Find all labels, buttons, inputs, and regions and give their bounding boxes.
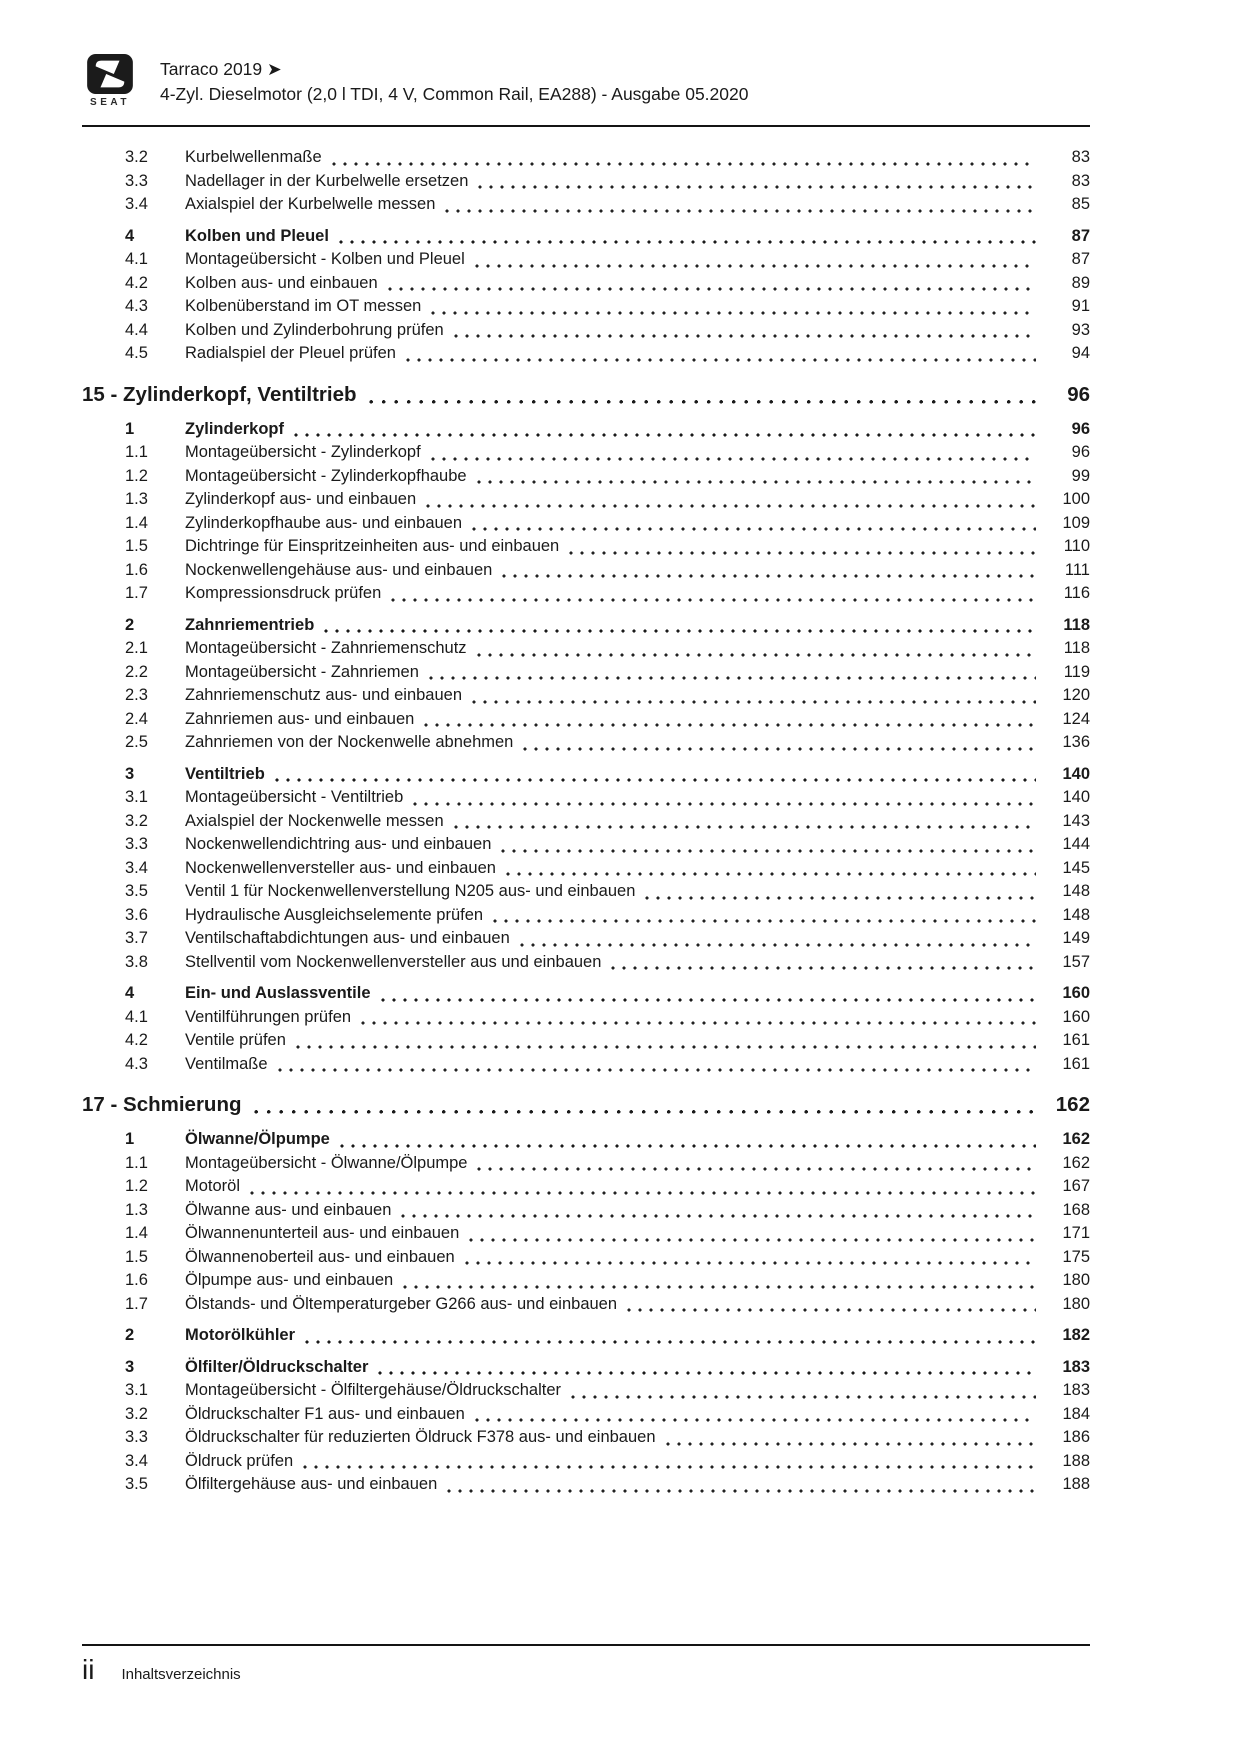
toc-entry-number: 1: [125, 419, 135, 438]
toc-entry-page: 162: [1044, 1152, 1090, 1753]
dot-leader: [435, 193, 1044, 217]
toc-entry-title: Montageübersicht - Zahnriemen: [185, 662, 419, 681]
toc-entry-row: [82, 1379, 1090, 1403]
toc-entry-number: 3.2: [125, 811, 148, 830]
toc-entry-row: [82, 512, 1090, 536]
toc-entry-title: Motoröl: [185, 1177, 241, 1195]
toc-chapter-row: [82, 380, 1090, 410]
toc-entry-title: Ventilschaftabdichtungen aus- und einbauen: [185, 929, 510, 947]
toc-entry-number: 2.3: [125, 686, 148, 704]
toc-entry-row: [82, 559, 1090, 583]
toc-entry-row: [82, 170, 1090, 194]
toc-entry-page: 161: [1044, 1029, 1090, 1753]
toc-entry-row: [82, 786, 1090, 810]
dot-leader: [656, 1426, 1045, 1450]
toc-entry-number: 1.2: [125, 1177, 148, 1195]
toc-entry-title: Hydraulische Ausgleichselemente prüfen: [185, 905, 484, 924]
dot-leader: [444, 319, 1044, 343]
toc-entry-row: [82, 982, 1090, 1006]
toc-entry-page: 162: [1044, 1128, 1090, 1753]
dot-leader: [371, 982, 1044, 1006]
toc-entry-number: 1.5: [125, 537, 148, 555]
toc-entry-row: [82, 857, 1090, 881]
dot-leader: [510, 927, 1044, 951]
toc-entry-number: 4.4: [125, 320, 148, 339]
toc-entry-title: Radialspiel der Pleuel prüfen: [185, 344, 396, 362]
toc-entry-page: 168: [1044, 1199, 1090, 1753]
header-subtitle: 4-Zyl. Dieselmotor (2,0 l TDI, 4 V, Common Rail, EA288) - Ausgabe 05.2020: [160, 84, 749, 104]
toc-entry-number: 3: [125, 1357, 135, 1376]
toc-entry-row: [82, 193, 1090, 217]
toc-entry-number: 1.4: [125, 1224, 148, 1242]
toc-entry-number: 4.1: [125, 250, 148, 268]
dot-leader: [393, 1269, 1044, 1293]
toc-entry-number: 4.2: [125, 1031, 148, 1049]
toc-entry-row: [82, 1293, 1090, 1317]
toc-entry-number: 3.2: [125, 1404, 148, 1423]
toc-entry-row: [82, 763, 1090, 787]
toc-entry-number: 3.8: [125, 952, 148, 971]
toc-entry-number: 2.1: [125, 639, 148, 657]
toc-entry-row: [82, 272, 1090, 296]
toc-entry-page: 118: [1044, 637, 1090, 1753]
toc-entry-title: Öldruck prüfen: [185, 1451, 294, 1470]
dot-leader: [617, 1293, 1044, 1317]
toc-entry-page: 144: [1044, 833, 1090, 1753]
toc-entry-row: [82, 488, 1090, 512]
toc-entry-page: 109: [1044, 512, 1090, 1753]
toc-entry-page: 96: [1044, 441, 1090, 1753]
toc-entry-number: 1.1: [125, 443, 148, 461]
toc-entry-row: [82, 146, 1090, 170]
toc-entry-row: [82, 1403, 1090, 1427]
toc-entry-row: [82, 1324, 1090, 1348]
toc-entry-number: 1.6: [125, 1271, 148, 1289]
toc-entry-number: 3.7: [125, 929, 148, 947]
toc-entry-page: 148: [1044, 880, 1090, 1753]
dot-leader: [403, 786, 1044, 810]
toc-entry-number: 2.2: [125, 662, 148, 681]
toc-entry-page: 136: [1044, 731, 1090, 1753]
dot-leader: [240, 1175, 1044, 1199]
toc-entry-number: 3.3: [125, 1428, 148, 1446]
toc-entry-title: Kolben und Zylinderbohrung prüfen: [185, 320, 444, 339]
toc-entry-page: 188: [1044, 1473, 1090, 1753]
toc-entry-number: 4.3: [125, 297, 148, 315]
toc-entry-title: Ölfiltergehäuse aus- und einbauen: [185, 1475, 438, 1493]
toc-entry-page: 162: [1044, 1090, 1090, 1753]
toc-entry-title: Ventilmaße: [185, 1054, 268, 1073]
dot-leader: [467, 1152, 1044, 1176]
toc-entry-page: 145: [1044, 857, 1090, 1753]
dot-leader: [467, 465, 1044, 489]
toc-entry-page: 110: [1044, 535, 1090, 1753]
page-header: [82, 54, 1090, 108]
toc-entry-number: 1.3: [125, 490, 148, 508]
toc-entry-title: Montageübersicht - Ölwanne/Ölpumpe: [185, 1153, 468, 1172]
dot-leader: [381, 582, 1044, 606]
toc-entry-title: Zylinderkopf aus- und einbauen: [185, 490, 417, 508]
toc-entry-number: 3.2: [125, 148, 148, 166]
toc-entry-title: Montageübersicht - Zylinderkopf: [185, 443, 421, 461]
toc-entry-title: Ölwanne aus- und einbauen: [185, 1200, 392, 1219]
toc-entry-number: 2: [125, 1326, 135, 1344]
toc-entry-page: 180: [1044, 1269, 1090, 1753]
header-text: [160, 54, 748, 108]
toc-entry-title: Ölstands- und Öltemperaturgeber G266 aus- und einbauen: [185, 1294, 618, 1313]
toc-entry-page: 140: [1044, 763, 1090, 1753]
toc-entry-page: 167: [1044, 1175, 1090, 1753]
toc-entry-title: Dichtringe für Einspritzeinheiten aus- und einbauen: [185, 537, 560, 555]
seat-wordmark: SEAT: [90, 97, 130, 108]
dot-leader: [437, 1473, 1044, 1497]
toc-entry-number: 1.6: [125, 560, 148, 579]
toc-entry-title: Axialspiel der Nockenwelle messen: [185, 811, 444, 830]
toc-entry-title: Kolbenüberstand im OT messen: [185, 297, 422, 315]
dot-leader: [351, 1006, 1044, 1030]
dot-leader: [559, 535, 1044, 559]
toc-entry-page: 93: [1044, 319, 1090, 1753]
toc-entry-title: Nadellager in der Kurbelwelle ersetzen: [185, 171, 469, 190]
toc-entry-row: [82, 810, 1090, 834]
dot-leader: [416, 488, 1044, 512]
dot-leader: [265, 763, 1044, 787]
dot-leader: [459, 1222, 1044, 1246]
toc-entry-page: 116: [1044, 582, 1090, 1753]
toc-entry-row: [82, 1152, 1090, 1176]
toc-entry-number: 4.3: [125, 1054, 148, 1073]
dot-leader: [483, 904, 1044, 928]
toc-entry-number: 1.4: [125, 513, 148, 532]
toc-entry-title: 15 - Zylinderkopf, Ventiltrieb: [82, 382, 357, 406]
toc-entry-title: Nockenwellenversteller aus- und einbauen: [185, 858, 496, 877]
toc-chapter-row: [82, 1090, 1090, 1120]
dot-leader: [513, 731, 1044, 755]
toc-entry-page: 118: [1044, 614, 1090, 1753]
toc-entry-page: 85: [1044, 193, 1090, 1753]
toc-entry-row: [82, 684, 1090, 708]
toc-entry-row: [82, 1473, 1090, 1497]
toc-entry-row: [82, 1029, 1090, 1053]
toc-entry-row: [82, 927, 1090, 951]
table-of-contents: [82, 146, 1090, 1497]
toc-entry-page: 100: [1044, 488, 1090, 1753]
toc-entry-title: Ölwanne/Ölpumpe: [185, 1130, 330, 1148]
dot-leader: [468, 170, 1044, 194]
toc-entry-row: [82, 1128, 1090, 1152]
toc-entry-number: 3.3: [125, 171, 148, 190]
toc-entry-page: 160: [1044, 982, 1090, 1753]
footer-section-label: Inhaltsverzeichnis: [121, 1666, 241, 1683]
toc-entry-row: [82, 465, 1090, 489]
toc-entry-number: 3.4: [125, 1451, 148, 1470]
dot-leader: [378, 272, 1044, 296]
toc-entry-page: 94: [1044, 342, 1090, 1753]
toc-entry-number: 3.4: [125, 195, 148, 213]
toc-entry-number: 3.4: [125, 858, 148, 877]
page-number-roman: ii: [82, 1654, 95, 1685]
toc-entry-row: [82, 295, 1090, 319]
toc-entry-title: Öldruckschalter für reduzierten Öldruck F378 aus- und einbauen: [185, 1428, 656, 1446]
toc-entry-title: Öldruckschalter F1 aus- und einbauen: [185, 1404, 465, 1423]
toc-entry-title: Motorölkühler: [185, 1326, 295, 1344]
toc-entry-page: 184: [1044, 1403, 1090, 1753]
dot-leader: [635, 880, 1044, 904]
toc-entry-number: 4: [125, 226, 135, 245]
toc-entry-page: 91: [1044, 295, 1090, 1753]
toc-entry-number: 2: [125, 615, 135, 634]
toc-entry-row: [82, 1199, 1090, 1223]
seat-logo-icon: [87, 54, 133, 94]
dot-leader: [444, 810, 1044, 834]
toc-entry-title: Montageübersicht - Zylinderkopfhaube: [185, 466, 467, 485]
toc-entry-page: 149: [1044, 927, 1090, 1753]
toc-entry-page: 83: [1044, 146, 1090, 1753]
dot-leader: [357, 380, 1044, 410]
toc-entry-title: Montageübersicht - Ölfiltergehäuse/Öldruckschalter: [185, 1381, 562, 1399]
toc-entry-page: 186: [1044, 1426, 1090, 1753]
toc-entry-row: [82, 833, 1090, 857]
dot-leader: [421, 295, 1044, 319]
toc-entry-page: 96: [1044, 380, 1090, 1753]
toc-entry-page: 157: [1044, 951, 1090, 1753]
dot-leader: [465, 1403, 1044, 1427]
toc-entry-title: Zahnriemen aus- und einbauen: [185, 709, 415, 728]
toc-entry-page: 96: [1044, 418, 1090, 1753]
dot-leader: [561, 1379, 1044, 1403]
toc-entry-row: [82, 441, 1090, 465]
toc-entry-row: [82, 1450, 1090, 1474]
toc-entry-row: [82, 614, 1090, 638]
toc-entry-number: 2.5: [125, 733, 148, 751]
toc-entry-title: Kompressionsdruck prüfen: [185, 584, 382, 602]
dot-leader: [314, 614, 1044, 638]
seat-logo: [82, 54, 138, 108]
dot-leader: [391, 1199, 1044, 1223]
toc-entry-number: 3: [125, 764, 135, 783]
toc-entry-number: 1.7: [125, 1294, 148, 1313]
toc-entry-title: Ventil 1 für Nockenwellenverstellung N205 aus- und einbauen: [185, 882, 636, 900]
toc-entry-title: Ölfilter/Öldruckschalter: [185, 1357, 369, 1376]
dot-leader: [322, 146, 1044, 170]
toc-entry-row: [82, 1356, 1090, 1380]
toc-entry-title: Montageübersicht - Ventiltrieb: [185, 788, 404, 806]
toc-entry-row: [82, 880, 1090, 904]
toc-entry-row: [82, 225, 1090, 249]
dot-leader: [601, 951, 1044, 975]
dot-leader: [396, 342, 1044, 366]
toc-entry-title: Ölwannenoberteil aus- und einbauen: [185, 1247, 455, 1266]
toc-entry-page: 183: [1044, 1356, 1090, 1753]
toc-entry-page: 140: [1044, 786, 1090, 1753]
toc-entry-number: 3.5: [125, 882, 148, 900]
dot-leader: [462, 684, 1044, 708]
toc-entry-title: Zylinderkopf: [185, 419, 285, 438]
toc-entry-row: [82, 661, 1090, 685]
toc-entry-number: 3.6: [125, 905, 148, 924]
toc-entry-page: 175: [1044, 1246, 1090, 1753]
toc-entry-title: Stellventil vom Nockenwellenversteller aus und einbauen: [185, 952, 602, 971]
header-model-line: Tarraco 2019 ➤: [160, 59, 282, 79]
toc-entry-page: 180: [1044, 1293, 1090, 1753]
toc-entry-page: 83: [1044, 170, 1090, 1753]
toc-entry-page: 120: [1044, 684, 1090, 1753]
toc-entry-row: [82, 637, 1090, 661]
toc-entry-row: [82, 319, 1090, 343]
toc-entry-row: [82, 535, 1090, 559]
toc-entry-row: [82, 1053, 1090, 1077]
dot-leader: [242, 1090, 1045, 1120]
dot-leader: [329, 225, 1044, 249]
header-divider: [82, 125, 1090, 127]
dot-leader: [467, 637, 1044, 661]
toc-entry-title: Zahnriemen von der Nockenwelle abnehmen: [185, 733, 514, 751]
toc-entry-number: 3.1: [125, 788, 148, 806]
dot-leader: [421, 441, 1044, 465]
toc-entry-title: Montageübersicht - Zahnriemenschutz: [185, 639, 467, 657]
toc-entry-number: 1.3: [125, 1200, 148, 1219]
toc-entry-title: Zahnriementrieb: [185, 615, 315, 634]
dot-leader: [419, 661, 1044, 685]
toc-entry-number: 4.2: [125, 273, 148, 292]
dot-leader: [491, 833, 1044, 857]
dot-leader: [286, 1029, 1044, 1053]
toc-entry-number: 4.5: [125, 344, 148, 362]
toc-entry-number: 2.4: [125, 709, 148, 728]
toc-entry-row: [82, 1006, 1090, 1030]
toc-entry-title: Ventiltrieb: [185, 764, 265, 783]
toc-entry-number: 1.2: [125, 466, 148, 485]
toc-entry-row: [82, 904, 1090, 928]
toc-entry-page: 87: [1044, 225, 1090, 1753]
toc-entry-page: 182: [1044, 1324, 1090, 1753]
toc-entry-number: 3.3: [125, 835, 148, 853]
toc-entry-page: 119: [1044, 661, 1090, 1753]
toc-entry-row: [82, 951, 1090, 975]
toc-entry-title: Kolben und Pleuel: [185, 226, 329, 245]
toc-entry-page: 188: [1044, 1450, 1090, 1753]
toc-entry-number: 1.7: [125, 584, 148, 602]
dot-leader: [465, 248, 1044, 272]
toc-entry-number: 1.5: [125, 1247, 148, 1266]
dot-leader: [414, 708, 1044, 732]
toc-entry-row: [82, 1269, 1090, 1293]
toc-entry-title: Ölpumpe aus- und einbauen: [185, 1271, 394, 1289]
toc-entry-row: [82, 1246, 1090, 1270]
dot-leader: [268, 1053, 1044, 1077]
dot-leader: [330, 1128, 1044, 1152]
toc-entry-number: 4.1: [125, 1007, 148, 1026]
dot-leader: [284, 418, 1044, 442]
toc-entry-number: 1: [125, 1130, 135, 1148]
toc-entry-title: Kolben aus- und einbauen: [185, 273, 378, 292]
toc-entry-title: Zahnriemenschutz aus- und einbauen: [185, 686, 463, 704]
toc-entry-page: 111: [1044, 559, 1090, 1753]
toc-entry-page: 160: [1044, 1006, 1090, 1753]
toc-entry-page: 87: [1044, 248, 1090, 1753]
dot-leader: [492, 559, 1044, 583]
toc-entry-row: [82, 1426, 1090, 1450]
toc-entry-page: 148: [1044, 904, 1090, 1753]
toc-entry-page: 124: [1044, 708, 1090, 1753]
toc-entry-row: [82, 1222, 1090, 1246]
toc-entry-row: [82, 248, 1090, 272]
toc-entry-title: 17 - Schmierung: [82, 1093, 242, 1116]
toc-entry-number: 1.1: [125, 1153, 148, 1172]
dot-leader: [295, 1324, 1044, 1348]
toc-entry-title: Ein- und Auslassventile: [185, 984, 371, 1002]
toc-entry-number: 3.1: [125, 1381, 148, 1399]
toc-entry-title: Montageübersicht - Kolben und Pleuel: [185, 250, 465, 268]
toc-entry-page: 161: [1044, 1053, 1090, 1753]
toc-entry-title: Ventilführungen prüfen: [185, 1007, 352, 1026]
footer-divider: [82, 1644, 1090, 1646]
toc-entry-row: [82, 708, 1090, 732]
toc-entry-page: 99: [1044, 465, 1090, 1753]
toc-entry-number: 3.5: [125, 1475, 148, 1493]
toc-entry-title: Ölwannenunterteil aus- und einbauen: [185, 1224, 460, 1242]
toc-entry-page: 89: [1044, 272, 1090, 1753]
toc-entry-title: Nockenwellengehäuse aus- und einbauen: [185, 560, 493, 579]
toc-entry-number: 4: [125, 984, 135, 1002]
toc-entry-row: [82, 731, 1090, 755]
toc-entry-row: [82, 342, 1090, 366]
toc-entry-page: 183: [1044, 1379, 1090, 1753]
toc-entry-title: Kurbelwellenmaße: [185, 148, 322, 166]
toc-entry-title: Axialspiel der Kurbelwelle messen: [185, 195, 436, 213]
toc-entry-row: [82, 582, 1090, 606]
dot-leader: [496, 857, 1044, 881]
dot-leader: [455, 1246, 1044, 1270]
page-footer: [82, 1644, 1090, 1686]
dot-leader: [368, 1356, 1044, 1380]
toc-entry-page: 171: [1044, 1222, 1090, 1753]
toc-entry-title: Nockenwellendichtring aus- und einbauen: [185, 835, 492, 853]
dot-leader: [462, 512, 1044, 536]
toc-entry-title: Ventile prüfen: [185, 1031, 286, 1049]
toc-entry-row: [82, 418, 1090, 442]
toc-entry-title: Zylinderkopfhaube aus- und einbauen: [185, 513, 463, 532]
toc-entry-page: 143: [1044, 810, 1090, 1753]
dot-leader: [293, 1450, 1044, 1474]
footer-row: [82, 1654, 1090, 1686]
toc-entry-row: [82, 1175, 1090, 1199]
